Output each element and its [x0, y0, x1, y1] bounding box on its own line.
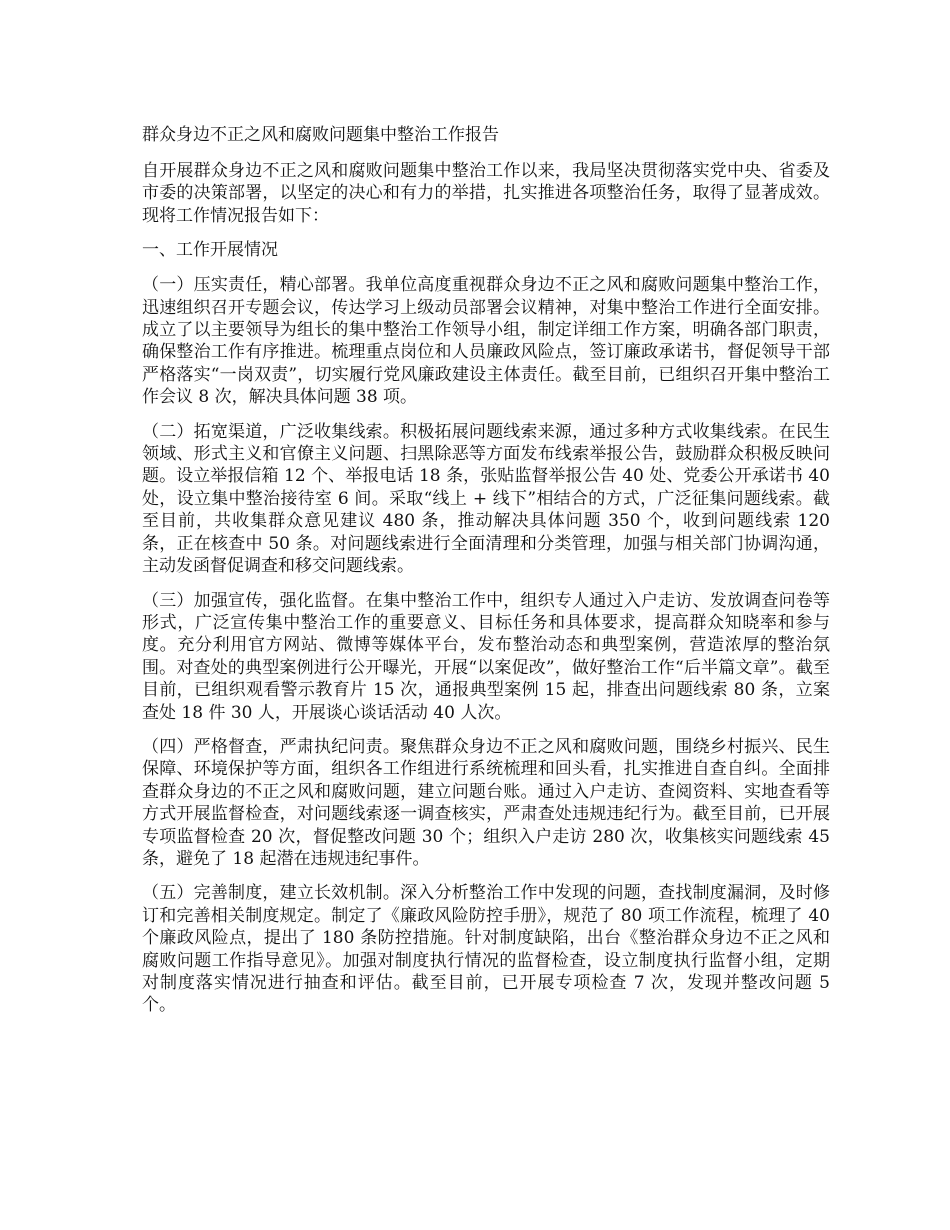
- intro-paragraph: 自开展群众身边不正之风和腐败问题集中整治工作以来，我局坚决贯彻落实党中央、省委及市委的决策部署，以坚定的决心和有力的举措，扎实推进各项整治任务，取得了显著成效。现将工作情况报告如下：: [142, 161, 830, 226]
- paragraph-3: （三）加强宣传，强化监督。在集中整治工作中，组织专人通过入户走访、发放调查问卷等形式，广泛宣传集中整治工作的重要意义、目标任务和具体要求，提高群众知晓率和参与度。充分利用官方网站、微博等媒体平台，发布整治动态和典型案例，营造浓厚的整治氛围。对查处的典型案例进行公开曝光，开展“以案促改”，做好整治工作“后半篇文章”。截至目前，已组织观看警示教育片 15 次，通报典型案例 15 起，排查出问题线索 80 条，立案查处 18 件 30 人，开展谈心谈话活动 40 人次。: [142, 590, 830, 723]
- paragraph-2: （二）拓宽渠道，广泛收集线索。积极拓展问题线索来源，通过多种方式收集线索。在民生领域、形式主义和官僚主义问题、扫黑除恶等方面发布线索举报公告，鼓励群众积极反映问题。设立举报信箱 12 个、举报电话 18 条，张贴监督举报公告 40 处、党委公开承诺书 40 处，设立集中整治接待室 6 间。采取“线上 + 线下”相结合的方式，广泛征集问题线索。截至目前，共收集群众意见建议 480 条，推动解决具体问题 350 个，收到问题线索 120 条，正在核查中 50 条。对问题线索进行全面清理和分类管理，加强与相关部门协调沟通，主动发函督促调查和移交问题线索。: [142, 421, 830, 577]
- paragraph-1: （一）压实责任，精心部署。我单位高度重视群众身边不正之风和腐败问题集中整治工作，迅速组织召开专题会议，传达学习上级动员部署会议精神，对集中整治工作进行全面安排。成立了以主要领导为组长的集中整治工作领导小组，制定详细工作方案，明确各部门职责，确保整治工作有序推进。梳理重点岗位和人员廉政风险点，签订廉政承诺书，督促领导干部严格落实“一岗双责”，切实履行党风廉政建设主体责任。截至目前，已组织召开集中整治工作会议 8 次，解决具体问题 38 项。: [142, 275, 830, 408]
- paragraph-5: （五）完善制度，建立长效机制。深入分析整治工作中发现的问题，查找制度漏洞，及时修订和完善相关制度规定。制定了《廉政风险防控手册》，规范了 80 项工作流程，梳理了 40 个廉政风险点，提出了 180 条防控措施。针对制度缺陷，出台《整治群众身边不正之风和腐败问题工作指导意见》。加强对制度执行情况的监督检查，设立制度执行监督小组，定期对制度落实情况进行抽查和评估。截至目前，已开展专项检查 7 次，发现并整改问题 5 个。: [142, 883, 830, 1016]
- paragraph-4: （四）严格督查，严肃执纪问责。聚焦群众身边不正之风和腐败问题，围绕乡村振兴、民生保障、环境保护等方面，组织各工作组进行系统梳理和回头看，扎实推进自查自纠。全面排查群众身边的不正之风和腐败问题，建立问题台账。通过入户走访、查阅资料、实地查看等方式开展监督检查，对问题线索逐一调查核实，严肃查处违规违纪行为。截至目前，已开展专项监督检查 20 次，督促整改问题 30 个；组织入户走访 280 次，收集核实问题线索 45 条，避免了 18 起潜在违规违纪事件。: [142, 736, 830, 869]
- document-title: 群众身边不正之风和腐败问题集中整治工作报告: [142, 125, 499, 145]
- section-heading: 一、工作开展情况: [142, 240, 278, 261]
- document-page: [142, 124, 830, 1029]
